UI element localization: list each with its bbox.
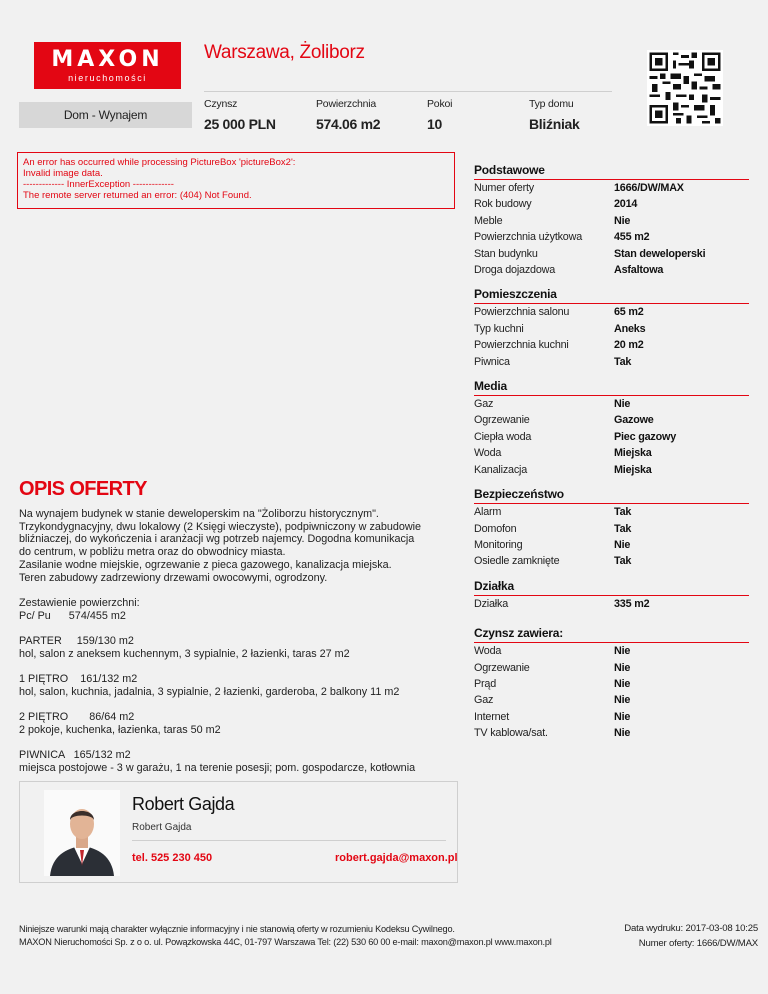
listing-type-badge: Dom - Wynajem [19, 102, 192, 128]
detail-key: Monitoring [474, 538, 523, 551]
detail-value: Tak [614, 355, 632, 368]
detail-value: Miejska [614, 463, 652, 476]
section-title: Działka [474, 579, 749, 596]
description-text [19, 508, 449, 787]
stat-house-type [529, 98, 580, 132]
detail-value: 65 m2 [614, 306, 644, 319]
detail-row [474, 596, 749, 612]
agent-email[interactable]: robert.gajda@maxon.pl [335, 852, 458, 864]
section-title: Podstawowe [474, 163, 749, 180]
detail-value: Nie [614, 694, 631, 707]
detail-key: Powierzchnia kuchni [474, 339, 569, 352]
detail-key: Stan budynku [474, 247, 538, 260]
footer-disclaimer [19, 923, 552, 949]
footer-offer-number: Numer oferty: 1666/DW/MAX [638, 938, 758, 949]
detail-row [474, 180, 749, 196]
detail-row [474, 412, 749, 428]
section-title: Czynsz zawiera: [474, 626, 749, 643]
detail-row [474, 462, 749, 478]
stat-value: 574.06 m2 [316, 116, 381, 132]
detail-row [474, 521, 749, 537]
description-paragraph: 2 PIĘTRO 86/64 m2 2 pokoje, kuchenka, łazienka, taras 50 m2 [19, 711, 221, 736]
detail-row [474, 396, 749, 412]
agent-card [19, 781, 458, 883]
detail-value: Nie [614, 538, 631, 551]
detail-key: Kanalizacja [474, 463, 528, 476]
detail-value: Aneks [614, 322, 646, 335]
detail-row [474, 354, 749, 370]
logo-sub: nieruchomości [68, 73, 147, 83]
detail-key: Gaz [474, 398, 494, 411]
detail-value: Tak [614, 506, 632, 519]
detail-key: Woda [474, 645, 502, 658]
details-panel [474, 163, 749, 742]
detail-value: Tak [614, 555, 632, 568]
detail-value: Nie [614, 710, 631, 723]
detail-key: Osiedle zamknięte [474, 555, 560, 568]
detail-row [474, 445, 749, 461]
detail-value: 2014 [614, 198, 638, 211]
detail-value: Nie [614, 645, 631, 658]
section-czynsz-zawiera [474, 626, 749, 741]
detail-value: Miejska [614, 447, 652, 460]
detail-key: Ciepła woda [474, 430, 532, 443]
section-media [474, 379, 749, 478]
detail-key: Ogrzewanie [474, 414, 530, 427]
detail-row [474, 229, 749, 245]
maxon-logo [34, 42, 181, 89]
description-title: OPIS OFERTY [19, 478, 147, 500]
detail-key: Działka [474, 597, 509, 610]
detail-row [474, 692, 749, 708]
detail-row [474, 337, 749, 353]
error-line: Invalid image data. [23, 168, 103, 179]
detail-row [474, 709, 749, 725]
detail-value: Stan deweloperski [614, 247, 706, 260]
detail-value: Nie [614, 661, 631, 674]
detail-key: Numer oferty [474, 182, 534, 194]
stat-value: 10 [427, 116, 442, 132]
detail-value: Nie [614, 727, 631, 740]
detail-value: 335 m2 [614, 597, 650, 610]
detail-key: Droga dojazdowa [474, 264, 556, 277]
stat-area [316, 98, 380, 132]
detail-row [474, 429, 749, 445]
agent-subtitle: Robert Gajda [132, 822, 192, 833]
detail-row [474, 504, 749, 520]
description-paragraph: PIWNICA 165/132 m2 miejsca postojowe - 3 w garażu, 1 na terenie posesji; pom. gospodarcze, kotłownia [19, 749, 416, 774]
detail-row [474, 196, 749, 212]
stat-value: 25 000 PLN [204, 116, 276, 132]
detail-value: 20 m2 [614, 339, 644, 352]
error-line: The remote server returned an error: (404) Not Found. [23, 190, 252, 201]
section-pomieszczenia [474, 287, 749, 370]
detail-key: Ogrzewanie [474, 661, 530, 674]
description-paragraph: PARTER 159/130 m2 hol, salon z aneksem kuchennym, 3 sypialnie, 2 łazienki, taras 27 m2 [19, 635, 350, 660]
section-title: Media [474, 379, 749, 396]
print-date: Data wydruku: 2017-03-08 10:25 [624, 923, 758, 934]
detail-value: Tak [614, 522, 632, 535]
detail-value: Nie [614, 214, 631, 227]
detail-row [474, 304, 749, 320]
detail-value: Gazowe [614, 414, 654, 427]
image-error-message [17, 152, 455, 209]
detail-key: Powierzchnia salonu [474, 306, 570, 319]
detail-row [474, 246, 749, 262]
detail-value: 455 m2 [614, 231, 650, 244]
header-divider [204, 91, 612, 92]
detail-key: Powierzchnia użytkowa [474, 231, 583, 244]
section-podstawowe [474, 163, 749, 278]
detail-key: Meble [474, 214, 503, 227]
detail-row [474, 553, 749, 569]
section-dzialka [474, 579, 749, 612]
section-bezpieczenstwo [474, 487, 749, 570]
detail-row [474, 537, 749, 553]
detail-key: Domofon [474, 522, 517, 535]
stat-label: Czynsz [204, 98, 238, 110]
detail-row [474, 643, 749, 659]
detail-key: TV kablowa/sat. [474, 727, 548, 740]
detail-key: Typ kuchni [474, 322, 524, 335]
detail-key: Internet [474, 710, 510, 723]
footer-meta [624, 921, 758, 951]
stat-label: Typ domu [529, 98, 574, 110]
stat-label: Pokoi [427, 98, 453, 110]
logo-name: MAXON [51, 47, 164, 72]
agent-photo [44, 790, 120, 876]
detail-value: Nie [614, 677, 631, 690]
detail-value: Piec gazowy [614, 430, 677, 443]
detail-key: Gaz [474, 694, 494, 707]
section-title: Bezpieczeństwo [474, 487, 749, 504]
error-line: An error has occurred while processing PictureBox 'pictureBox2': [23, 157, 296, 168]
agent-divider [132, 840, 446, 841]
detail-value: 1666/DW/MAX [614, 182, 684, 194]
detail-key: Prąd [474, 677, 497, 690]
detail-row [474, 725, 749, 741]
agent-name: Robert Gajda [132, 794, 235, 814]
stat-label: Powierzchnia [316, 98, 377, 110]
detail-row [474, 660, 749, 676]
description-paragraph: 1 PIĘTRO 161/132 m2 hol, salon, kuchnia, jadalnia, 3 sypialnie, 2 łazienki, garderoba, 2 balkony 11 m2 [19, 673, 400, 698]
qr-code-icon [647, 50, 723, 126]
error-line: ------------- InnerException ------------- [23, 179, 174, 190]
description-paragraph: Na wynajem budynek w stanie deweloperskim na "Żoliborzu historycznym". Trzykondygnacyjny, dwu lokalowy (2 Księgi wieczyste), podpiwniczony w zabudowie bliźniaczej, do wykończenia i aranżacji wg potrzeb najemcy. Dogodna komunikacja do centrum, w pobliżu metra oraz do obwodnicy miasta. Zasilanie wodne miejskie, ogrzewanie z pieca gazowego, kanalizacja miejska. Teren zabudowy zadrzewiony drzewami owocowymi, ogrodzony. [19, 508, 422, 584]
detail-value: Nie [614, 398, 631, 411]
section-title: Pomieszczenia [474, 287, 749, 304]
detail-row [474, 262, 749, 278]
detail-key: Woda [474, 447, 502, 460]
detail-row [474, 321, 749, 337]
footer-line-1: Niniejsze warunki mają charakter wyłącznie informacyjny i nie stanowią oferty w rozumieniu Kodeksu Cywilnego. [19, 924, 455, 934]
agent-phone[interactable]: tel. 525 230 450 [132, 852, 213, 864]
listing-city: Warszawa, Żoliborz [204, 42, 365, 63]
detail-row [474, 213, 749, 229]
footer-line-2: MAXON Nieruchomości Sp. z o o. ul. Powązkowska 44C, 01-797 Warszawa Tel: (22) 530 60 00 e-mail: maxon@maxon.pl www.maxon.pl [19, 937, 552, 947]
description-paragraph: Zestawienie powierzchni: Pc/ Pu 574/455 m2 [19, 596, 140, 622]
stat-value: Bliźniak [529, 116, 580, 132]
detail-key: Alarm [474, 506, 502, 519]
stat-rooms [427, 98, 452, 132]
detail-value: Asfaltowa [614, 264, 664, 277]
detail-key: Rok budowy [474, 198, 532, 211]
detail-key: Piwnica [474, 355, 510, 368]
stat-rent [204, 98, 276, 132]
detail-row [474, 676, 749, 692]
